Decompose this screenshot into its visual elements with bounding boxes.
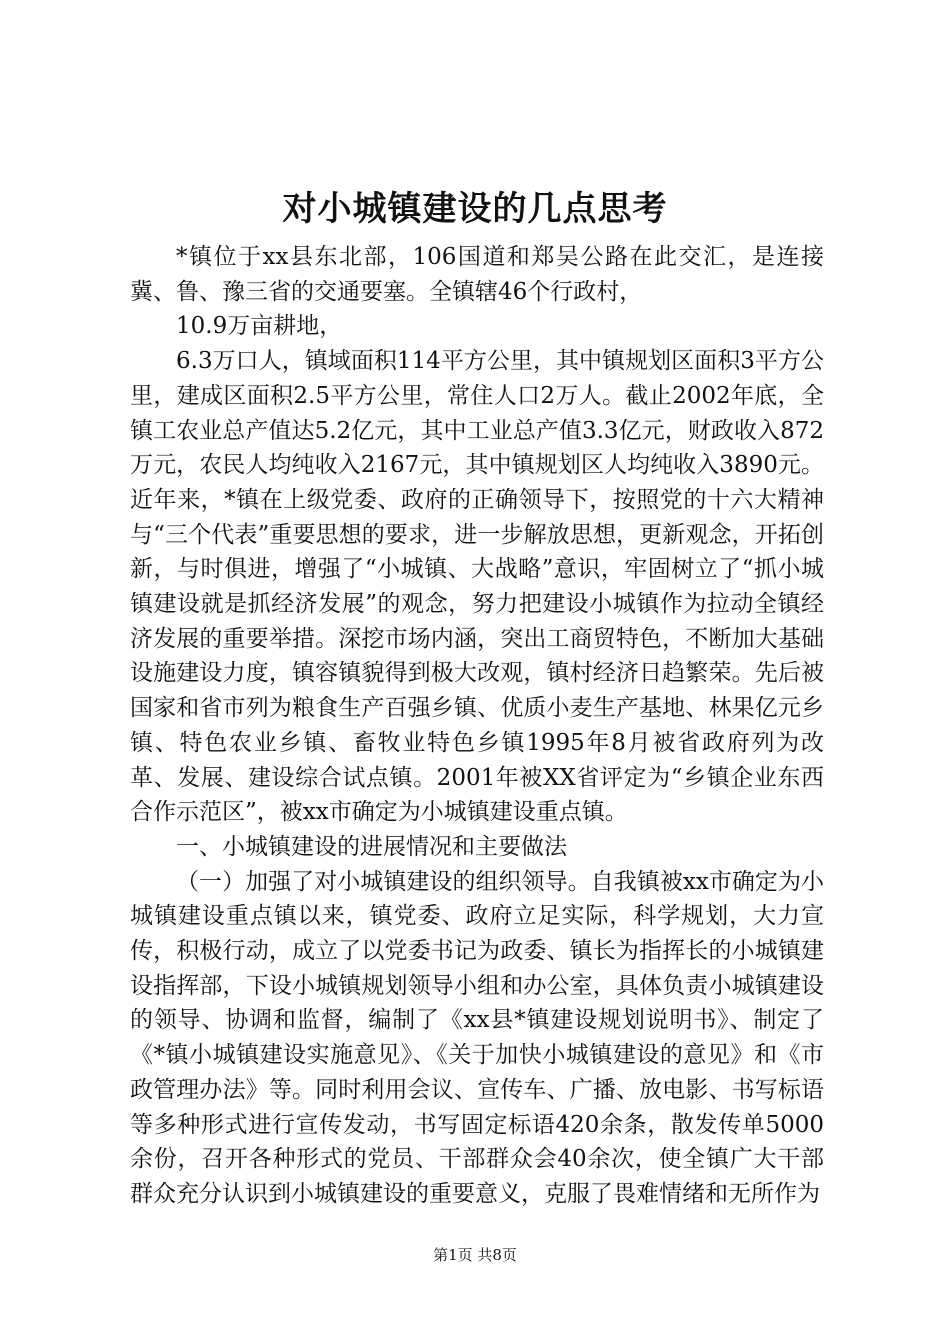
document-body xyxy=(130,240,824,1212)
paragraph: *镇位于xx县东北部，106国道和郑吴公路在此交汇，是连接冀、鲁、豫三省的交通要塞。全镇辖46个行政村， xyxy=(130,244,824,305)
section-heading: 一、小城镇建设的进展情况和主要做法 xyxy=(176,833,567,860)
paragraph: 10.9万亩耕地， xyxy=(176,313,343,340)
document-title: 对小城镇建设的几点思考 xyxy=(282,189,668,229)
paragraph: 6.3万口人，镇域面积114平方公里，其中镇规划区面积3平方公里，建成区面积2.5平方公里，常住人口2万人。截止2002年底，全镇工农业总产值达5.2亿元，其中工业总产值3.3亿元，财政收入872万元，农民人均纯收入2167元，其中镇规划区人均纯收入3890元。近年来，*镇在上级党委、政府的正确领导下，按照党的十六大精神与“三个代表”重要思想的要求，进一步解放思想，更新观念，开拓创新，与时俱进，增强了“小城镇、大战略”意识，牢固树立了“抓小城镇建设就是抓经济发展”的观念，努力把建设小城镇作为拉动全镇经济发展的重要举措。深挖市场内涵，突出工商贸特色，不断加大基础设施建设力度，镇容镇貌得到极大改观，镇村经济日趋繁荣。先后被国家和省市列为粮食生产百强乡镇、优质小麦生产基地、林果亿元乡镇、特色农业乡镇、畜牧业特色乡镇1995年8月被省政府列为改革、发展、建设综合试点镇。2001年被XX省评定为“乡镇企业东西合作示范区”，被xx市确定为小城镇建设重点镇。 xyxy=(130,348,824,826)
page-footer: 第1页 共8页 xyxy=(433,1246,517,1264)
paragraph: （一）加强了对小城镇建设的组织领导。自我镇被xx市确定为小城镇建设重点镇以来，镇党委、政府立足实际，科学规划，大力宣传，积极行动，成立了以党委书记为政委、镇长为指挥长的小城镇建设指挥部，下设小城镇规划领导小组和办公室，具体负责小城镇建设的领导、协调和监督，编制了《xx县*镇建设规划说明书》、制定了《*镇小城镇建设实施意见》、《关于加快小城镇建设的意见》和《市政管理办法》等。同时利用会议、宣传车、广播、放电影、书写标语等多种形式进行宣传发动，书写固定标语420余条，散发传单5000余份，召开各种形式的党员、干部群众会40余次，使全镇广大干部群众充分认识到小城镇建设的重要意义，克服了畏难情绪和无所作为 xyxy=(130,868,824,1207)
